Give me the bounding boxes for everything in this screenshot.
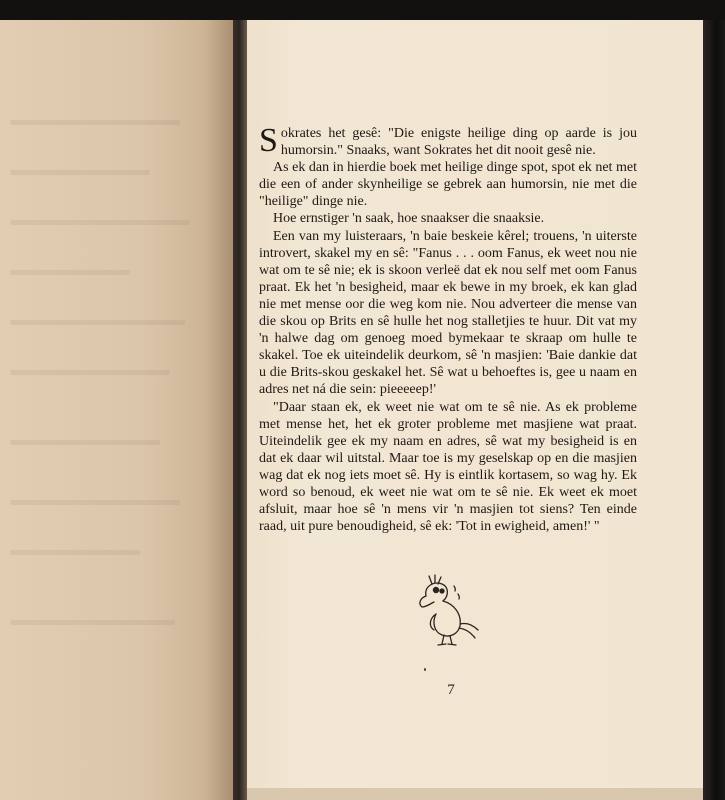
left-page bbox=[0, 20, 233, 800]
show-through-line bbox=[10, 120, 180, 125]
show-through-line bbox=[10, 440, 160, 445]
body-text bbox=[259, 122, 637, 535]
scan-top-edge bbox=[0, 0, 725, 20]
paragraph-2: As ek dan in hierdie boek met heilige dinge spot, spot ek net met die een of ander skynheilige se gebrek aan humorsin, nie met die "heilige" dinge nie. bbox=[259, 160, 637, 210]
show-through-line bbox=[10, 170, 150, 175]
cartoon-bird-icon bbox=[412, 574, 484, 648]
show-through-line bbox=[10, 220, 190, 225]
page-bottom-edge bbox=[247, 788, 703, 800]
page-number: 7 bbox=[447, 682, 455, 698]
show-through-line bbox=[10, 370, 170, 375]
show-through-line bbox=[10, 320, 185, 325]
paragraph-3: Hoe ernstiger 'n saak, hoe snaakser die snaaksie. bbox=[273, 211, 545, 227]
paragraph-text: okrates het gesê: "Die enigste heilige ding op aarde is jou humorsin." Snaaks, want Sokrates het dit nooit gesê nie. bbox=[280, 126, 637, 159]
paragraph-5: "Daar staan ek, ek weet nie wat om te sê nie. As ek probleme met mense het, het ek groter probleme met masjiene wat praat. Uiteindelik gee ek my naam en adres, sê wat my besigheid is en dat ek daar wil uitstal. Maar toe is my geselskap op en die masjien wag dat ek nog iets moet sê. Hy is eintlik kortasem, so wag hy. Ek word so benoud, ek weet nie wat om te sê nie. Ek weet ek moet afsluit, maar hoe sê 'n mens vir 'n masjien tot siens? Ten einde raad, uit pure benoudigheid, sê ek: 'Tot in ewigheid, amen!' " bbox=[259, 399, 637, 535]
paragraph-4: Een van my luisteraars, 'n baie beskeie kêrel; trouens, 'n uiterste introvert, skakel my en sê: "Fanus . . . oom Fanus, ek weet nou nie wat om te sê nie; ek is skoon verleë dat ek nou self met oom Fanus praat. Ek het 'n besigheid, maar ek bewe in my broek, ek kan glad nie met mense oor die weg kom nie. Nou adverteer die mense van die skou op Brits en sê hulle het nog stalletjies te huur. Dit vat my 'n halwe dag om genoeg moed bymekaar te skraap om hulle te skakel. Toe ek uiteindelik deurkom, sê 'n masjien: 'Baie dankie dat u die Brits-skou geskakel het. Sê wat u behoeftes is, gee u naam en adres net ná die sein: pieeeeep!' bbox=[259, 228, 637, 398]
paragraph-1 bbox=[259, 122, 637, 159]
show-through-line bbox=[10, 620, 175, 625]
scan-right-edge bbox=[703, 20, 725, 800]
show-through-line bbox=[10, 270, 130, 275]
show-through-line bbox=[10, 500, 180, 505]
drop-cap: S bbox=[259, 122, 278, 159]
print-speck bbox=[424, 668, 426, 671]
book-gutter bbox=[233, 20, 247, 800]
show-through-line bbox=[10, 550, 140, 555]
